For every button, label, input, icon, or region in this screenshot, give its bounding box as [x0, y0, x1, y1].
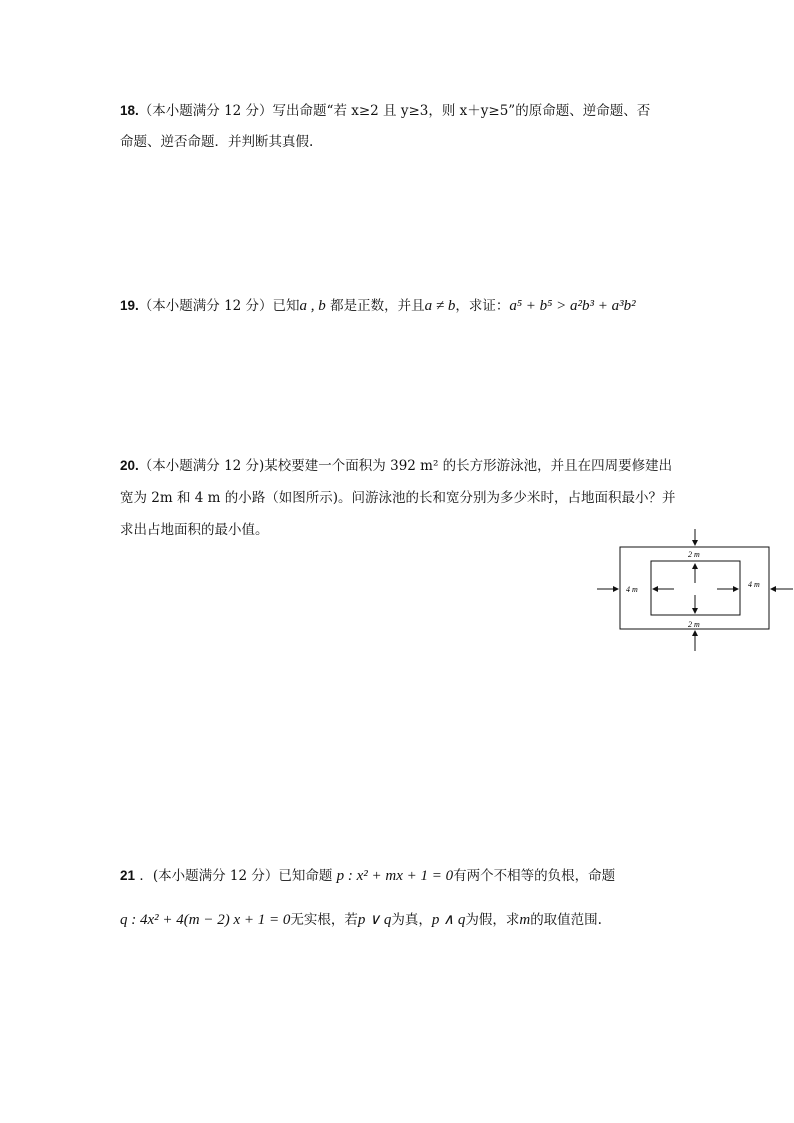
q19-math-neq: a ≠ b: [424, 298, 456, 314]
label-right-width: 4 m: [748, 580, 760, 589]
pool-diagram: [596, 527, 794, 653]
q18-line2: [120, 132, 313, 152]
q19-text-a: （本小题满分 12 分）已知: [138, 298, 300, 314]
q21-line2: [120, 910, 602, 930]
q21-text-e: 为假，求: [465, 912, 520, 928]
q19-math-ab: a , b: [299, 298, 326, 314]
q20-text-line1: （本小题满分 12 分)某校要建一个面积为 392 m² 的长方形游泳池，并且在四周要修建出: [138, 458, 673, 474]
q18-text-line1: （本小题满分 12 分）写出命题“若 x≥2 且 y≥3，则 x＋y≥5”的原命题、逆命题、否: [138, 103, 651, 119]
q19-line: [120, 296, 636, 316]
q21-math-and: p ∧ q: [431, 912, 466, 928]
outer-boundary-rect: [620, 547, 769, 629]
q19-text-c: ，求证：: [455, 298, 510, 314]
q21-text-f: 的取值范围.: [530, 912, 602, 928]
label-left-width: 4 m: [626, 585, 638, 594]
q21-math-q: q : 4x² + 4(m − 2) x + 1 = 0: [120, 912, 291, 928]
q19-math-inequality: a⁵ + b⁵ > a²b³ + a³b²: [509, 298, 636, 314]
q20-text-line2: 宽为 2m 和 4 m 的小路（如图所示)。问游泳池的长和宽分别为多少米时，占地面积最小？并: [120, 490, 676, 506]
label-top-width: 2 m: [688, 550, 700, 559]
q21-math-p: p : x² + mx + 1 = 0: [336, 868, 454, 884]
q21-text-a: ．(本小题满分 12 分）已知命题: [135, 868, 337, 884]
q18-line1: [120, 101, 650, 121]
q20-line3: [120, 520, 269, 540]
q20-text-line3: 求出占地面积的最小值。: [120, 522, 269, 538]
q21-text-c: 无实根，若: [290, 912, 358, 928]
q21-text-d: 为真，: [391, 912, 432, 928]
label-bottom-width: 2 m: [688, 620, 700, 629]
q18-number: 18.: [120, 103, 139, 118]
q21-math-or: p ∨ q: [357, 912, 392, 928]
q19-text-b: 都是正数，并且: [325, 298, 425, 314]
q18-text-line2: 命题、逆否命题．并判断其真假.: [120, 134, 314, 150]
pool-diagram-svg: [596, 527, 794, 653]
q21-text-b: 有两个不相等的负根，命题: [453, 868, 616, 884]
q20-number: 20.: [120, 458, 139, 473]
q20-line2: [120, 488, 676, 508]
q19-number: 19.: [120, 298, 139, 313]
q21-math-m: m: [519, 912, 531, 928]
q20-line1: [120, 456, 672, 476]
q21-number: 21: [120, 868, 136, 883]
q21-line1: [120, 866, 615, 886]
